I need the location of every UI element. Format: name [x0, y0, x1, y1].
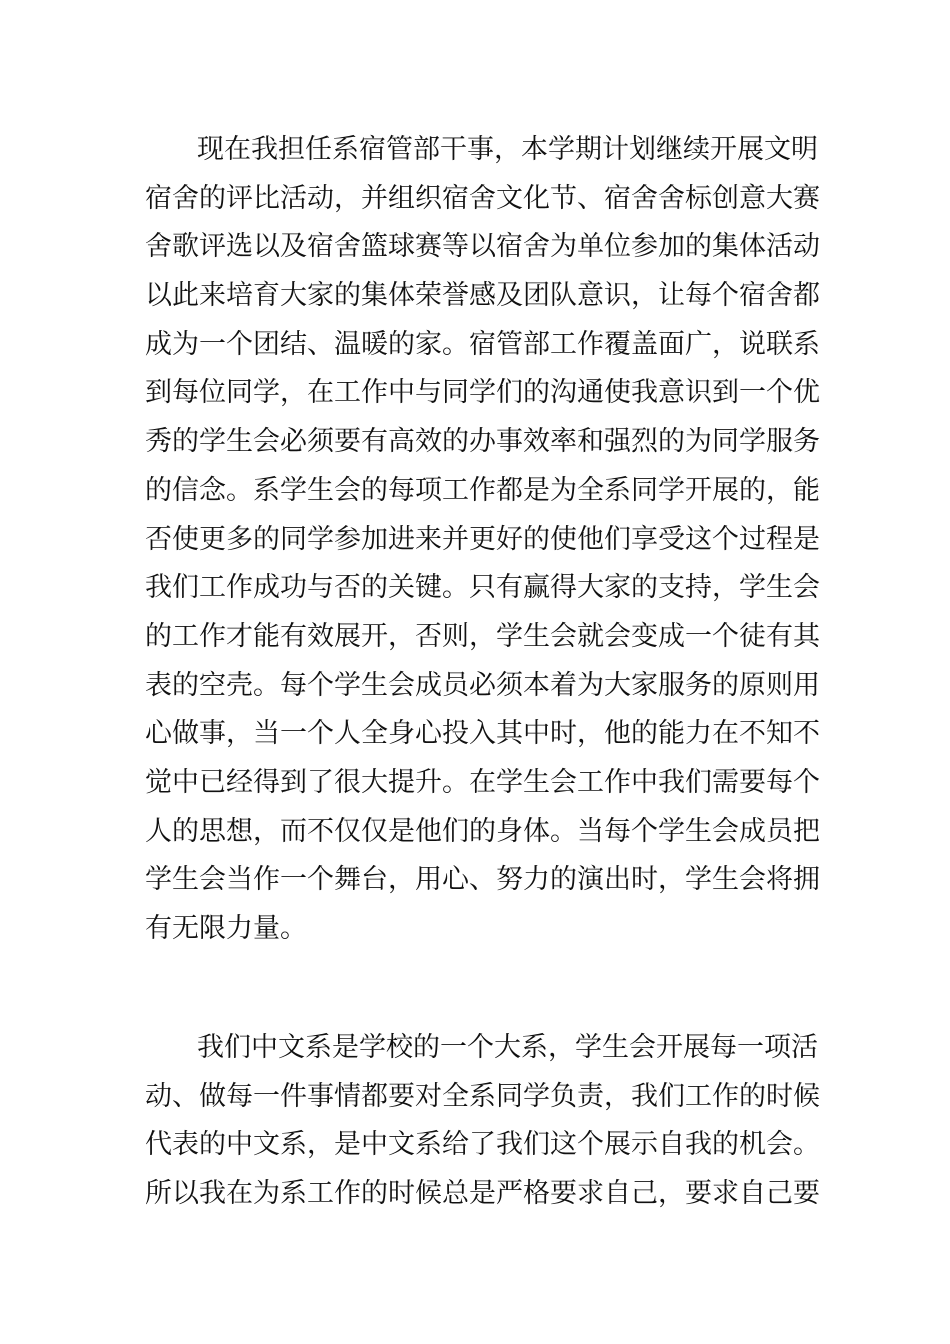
text-line: 的信念。系学生会的每项工作都是为全系同学开展的，能: [145, 474, 820, 506]
text-line: 现在我担任系宿管部干事，本学期计划继续开展文明: [197, 134, 818, 165]
text-line: 代表的中文系，是中文系给了我们这个展示自我的机会。: [145, 1129, 820, 1161]
text-line: 舍歌评选以及宿舍篮球赛等以宿舍为单位参加的集体活动: [145, 231, 820, 263]
text-line: 成为一个团结、温暖的家。宿管部工作覆盖面广，说联系: [145, 328, 820, 360]
text-line: 我们工作成功与否的关键。只有赢得大家的支持，学生会: [145, 572, 820, 604]
text-line: 宿舍的评比活动，并组织宿舍文化节、宿舍舍标创意大赛: [145, 182, 820, 214]
text-line: 我们中文系是学校的一个大系，学生会开展每一项活: [197, 1032, 818, 1063]
text-line: 以此来培育大家的集体荣誉感及团队意识，让每个宿舍都: [145, 280, 820, 312]
text-line: 秀的学生会必须要有高效的办事效率和强烈的为同学服务: [145, 426, 820, 458]
text-line: 表的空壳。每个学生会成员必须本着为大家服务的原则用: [145, 669, 820, 701]
text-line: 否使更多的同学参加进来并更好的使他们享受这个过程是: [145, 523, 820, 555]
text-line: 心做事，当一个人全身心投入其中时，他的能力在不知不: [145, 718, 820, 750]
text-line: 学生会当作一个舞台，用心、努力的演出时，学生会将拥: [145, 864, 820, 896]
text-line: 人的思想，而不仅仅是他们的身体。当每个学生会成员把: [145, 815, 820, 847]
paragraph-2: [145, 1024, 820, 1219]
paragraph-1: [145, 126, 820, 954]
text-line: 的工作才能有效展开，否则，学生会就会变成一个徒有其: [145, 620, 820, 652]
text-line: 到每位同学，在工作中与同学们的沟通使我意识到一个优: [145, 377, 820, 409]
text-line: 觉中已经得到了很大提升。在学生会工作中我们需要每个: [145, 766, 820, 798]
text-line: 有无限力量。: [145, 913, 307, 944]
text-line: 所以我在为系工作的时候总是严格要求自己，要求自己要: [145, 1178, 820, 1210]
text-line: 动、做每一件事情都要对全系同学负责，我们工作的时候: [145, 1080, 820, 1112]
